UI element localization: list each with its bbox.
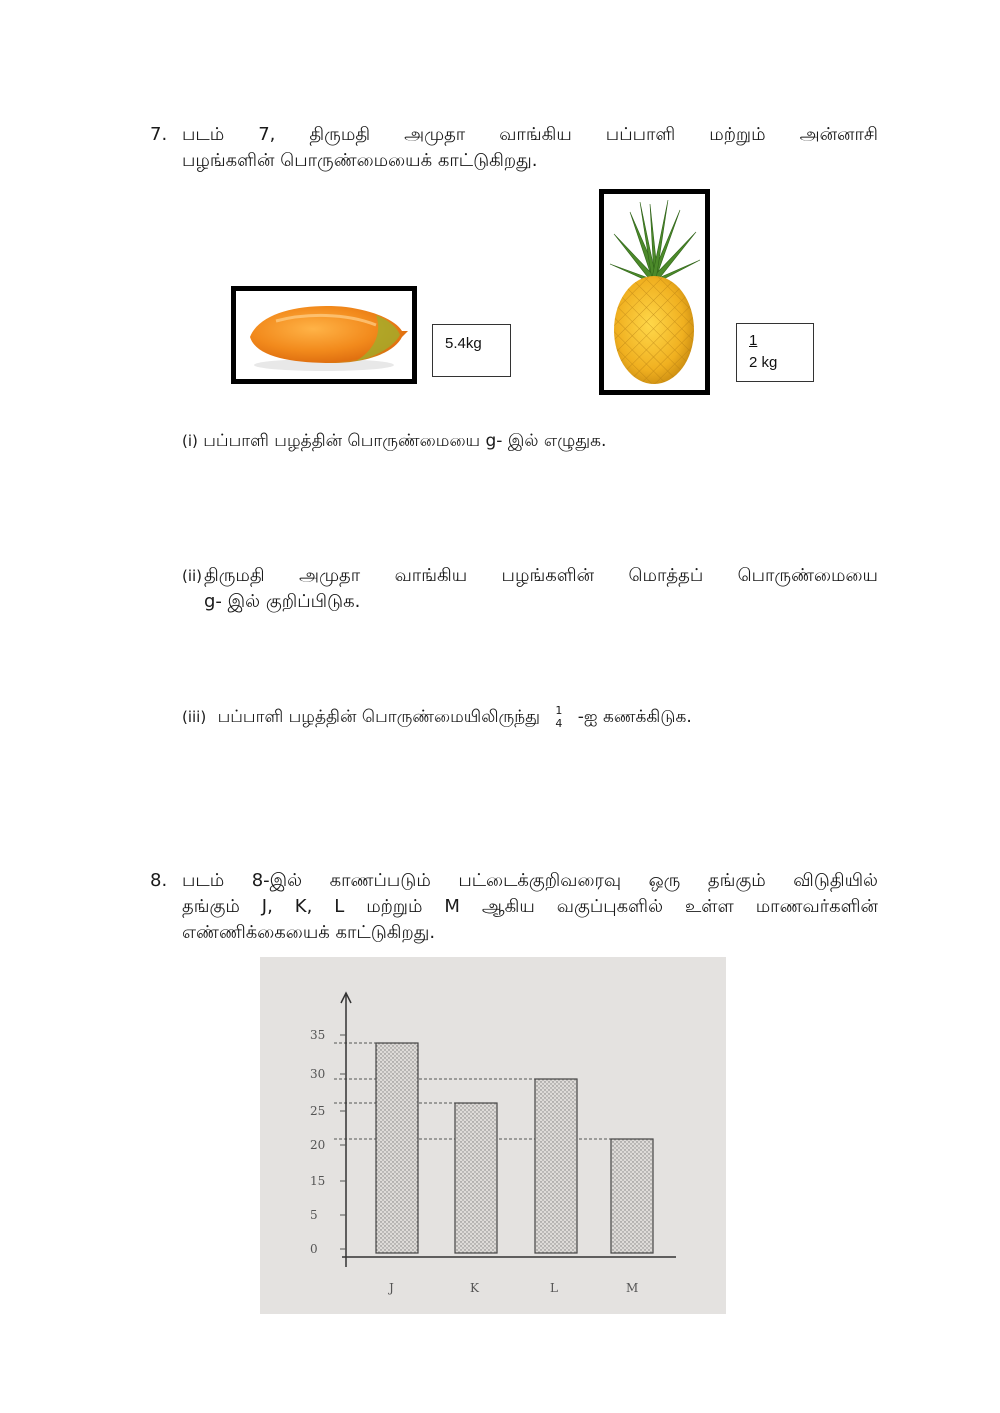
bar-chart — [260, 957, 726, 1314]
q7-sub-iii-label: (iii) — [182, 708, 207, 726]
q7-sub-iii-text-after: -ஐ கணக்கிடுக. — [577, 707, 692, 727]
y-tick-label-35: 35 — [310, 1028, 326, 1042]
pineapple-weight-box — [736, 323, 814, 382]
pineapple-icon — [604, 194, 705, 390]
papaya-weight: 5.4kg — [445, 335, 482, 352]
category-label-l: L — [550, 1281, 558, 1295]
q8-number: 8. — [150, 870, 168, 891]
q7-sub-i-text: பப்பாளி பழத்தின் பொருண்மையை g- இல் எழுதுக. — [203, 431, 607, 451]
pineapple-weight-numerator: 1 — [749, 332, 758, 349]
q7-sub-iii-fraction — [555, 704, 562, 730]
q7-line2: பழங்களின் பொருண்மையைக் காட்டுகிறது. — [182, 150, 538, 171]
y-tick-label-15: 15 — [310, 1174, 326, 1188]
bar-j — [376, 1043, 418, 1253]
y-tick-label-30: 30 — [310, 1067, 326, 1081]
q7-sub-ii-line2: g- இல் குறிப்பிடுக. — [204, 591, 361, 612]
q7-sub-ii-line1: திருமதி அமுதா வாங்கிய பழங்களின் மொத்தப் பொருண்மையை — [204, 565, 878, 586]
q7-sub-i — [182, 428, 606, 454]
q7-line1: படம் 7, திருமதி அமுதா வாங்கிய பப்பாளி மற்றும் அன்னாசி — [182, 124, 878, 145]
fraction-numerator: 1 — [555, 704, 563, 717]
fraction-denominator: 4 — [555, 717, 563, 730]
q8-line1: படம் 8-இல் காணப்படும் பட்டைக்குறிவரைவு ஒரு தங்கும் விடுதியில் — [182, 870, 878, 891]
q7-sub-ii-label: (ii) — [182, 567, 203, 585]
category-label-j: J — [389, 1281, 394, 1295]
q7-number: 7. — [150, 124, 168, 145]
q7-sub-iii-text-before: பப்பாளி பழத்தின் பொருண்மையிலிருந்து — [217, 707, 540, 727]
q7-sub-iii — [182, 704, 692, 730]
papaya-weight-box — [432, 324, 511, 377]
y-tick-label-5: 5 — [310, 1208, 318, 1222]
y-tick-label-20: 20 — [310, 1138, 326, 1152]
bar-l — [535, 1079, 577, 1253]
q8-line3: எண்ணிக்கையைக் காட்டுகிறது. — [182, 922, 436, 943]
y-tick-label-0: 0 — [310, 1242, 318, 1256]
bar-m — [611, 1139, 653, 1253]
q7-sub-i-label: (i) — [182, 432, 198, 450]
papaya-icon — [236, 291, 412, 379]
bar-k — [455, 1103, 497, 1253]
pineapple-weight-rest: 2 kg — [749, 354, 778, 371]
y-tick-label-25: 25 — [310, 1104, 326, 1118]
category-label-k: K — [470, 1281, 479, 1295]
papaya-image — [231, 286, 417, 384]
bar-chart-figure — [260, 957, 726, 1314]
q8-line2: தங்கும் J, K, L மற்றும் M ஆகிய வகுப்புகளில் உள்ள மாணவர்களின் — [182, 896, 878, 917]
pineapple-image — [599, 189, 710, 395]
category-label-m: M — [626, 1281, 639, 1295]
